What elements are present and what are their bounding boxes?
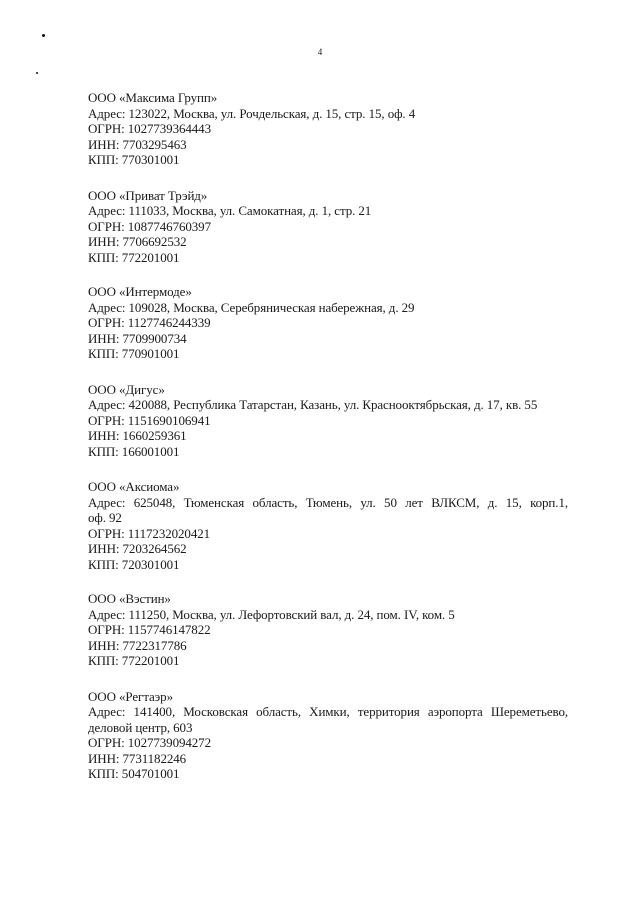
company-address: Адрес: 111250, Москва, ул. Лефортовский вал, д. 24, пом. IV, ком. 5 [88,606,455,622]
company-kpp: КПП: 770301001 [88,152,180,167]
page-number: 4 [317,47,323,57]
company-entry [88,188,568,266]
company-entry [88,689,568,782]
company-ogrn: ОГРН: 1087746760397 [88,218,211,234]
company-ogrn: ОГРН: 1027739364443 [88,121,211,136]
company-kpp: КПП: 772201001 [88,249,180,265]
company-entry [88,90,568,168]
company-address: Адрес: 109028, Москва, Серебряническая набережная, д. 29 [88,299,415,315]
company-kpp: КПП: 772201001 [88,653,180,668]
company-ogrn: ОГРН: 1127746244339 [88,315,211,330]
company-address: Адрес: 141400, Московская область, Химки, территория аэропорта Шереметьево, [88,704,568,719]
company-entry [88,284,568,362]
company-name: ООО «Регтаэр» [88,688,173,704]
company-kpp: КПП: 166001001 [88,443,180,459]
company-inn: ИНН: 7706692532 [88,234,187,249]
company-ogrn: ОГРН: 1117232020421 [88,525,211,541]
company-address: Адрес: 625048, Тюменская область, Тюмень, ул. 50 лет ВЛКСМ, д. 15, корп.1, [88,494,568,510]
company-inn: ИНН: 7722317786 [88,637,187,653]
company-kpp: КПП: 770901001 [88,346,180,361]
company-kpp: КПП: 720301001 [88,556,180,572]
company-inn: ИНН: 7703295463 [88,136,187,152]
company-name: ООО «Максима Групп» [88,90,218,105]
company-ogrn: ОГРН: 1151690106941 [88,412,211,428]
company-address: Адрес: 111033, Москва, ул. Самокатная, д. 1, стр. 21 [88,203,372,218]
company-inn: ИНН: 7203264562 [88,541,187,556]
scan-speck [36,72,38,74]
scan-speck [42,34,45,37]
company-address: Адрес: 123022, Москва, ул. Рочдельская, д. 15, стр. 15, оф. 4 [88,105,416,121]
company-name: ООО «Дигус» [88,381,165,397]
company-name: ООО «Вэстин» [88,591,171,606]
company-entry [88,591,568,669]
company-inn: ИНН: 1660259361 [88,428,187,443]
company-name: ООО «Аксиома» [88,479,180,494]
company-entry [88,479,568,572]
company-ogrn: ОГРН: 1027739094272 [88,735,211,750]
company-kpp: КПП: 504701001 [88,766,180,781]
company-ogrn: ОГРН: 1157746147822 [88,622,211,637]
company-inn: ИНН: 7709900734 [88,330,187,346]
company-name: ООО «Приват Трэйд» [88,187,208,203]
company-address-continued: оф. 92 [88,510,122,525]
company-name: ООО «Интермоде» [88,284,192,299]
company-inn: ИНН: 7731182246 [88,750,187,766]
company-address-continued: деловой центр, 603 [88,719,193,735]
company-address: Адрес: 420088, Республика Татарстан, Казань, ул. Краснооктябрьская, д. 17, кв. 55 [88,397,538,412]
company-list [88,90,568,802]
company-entry [88,382,568,460]
